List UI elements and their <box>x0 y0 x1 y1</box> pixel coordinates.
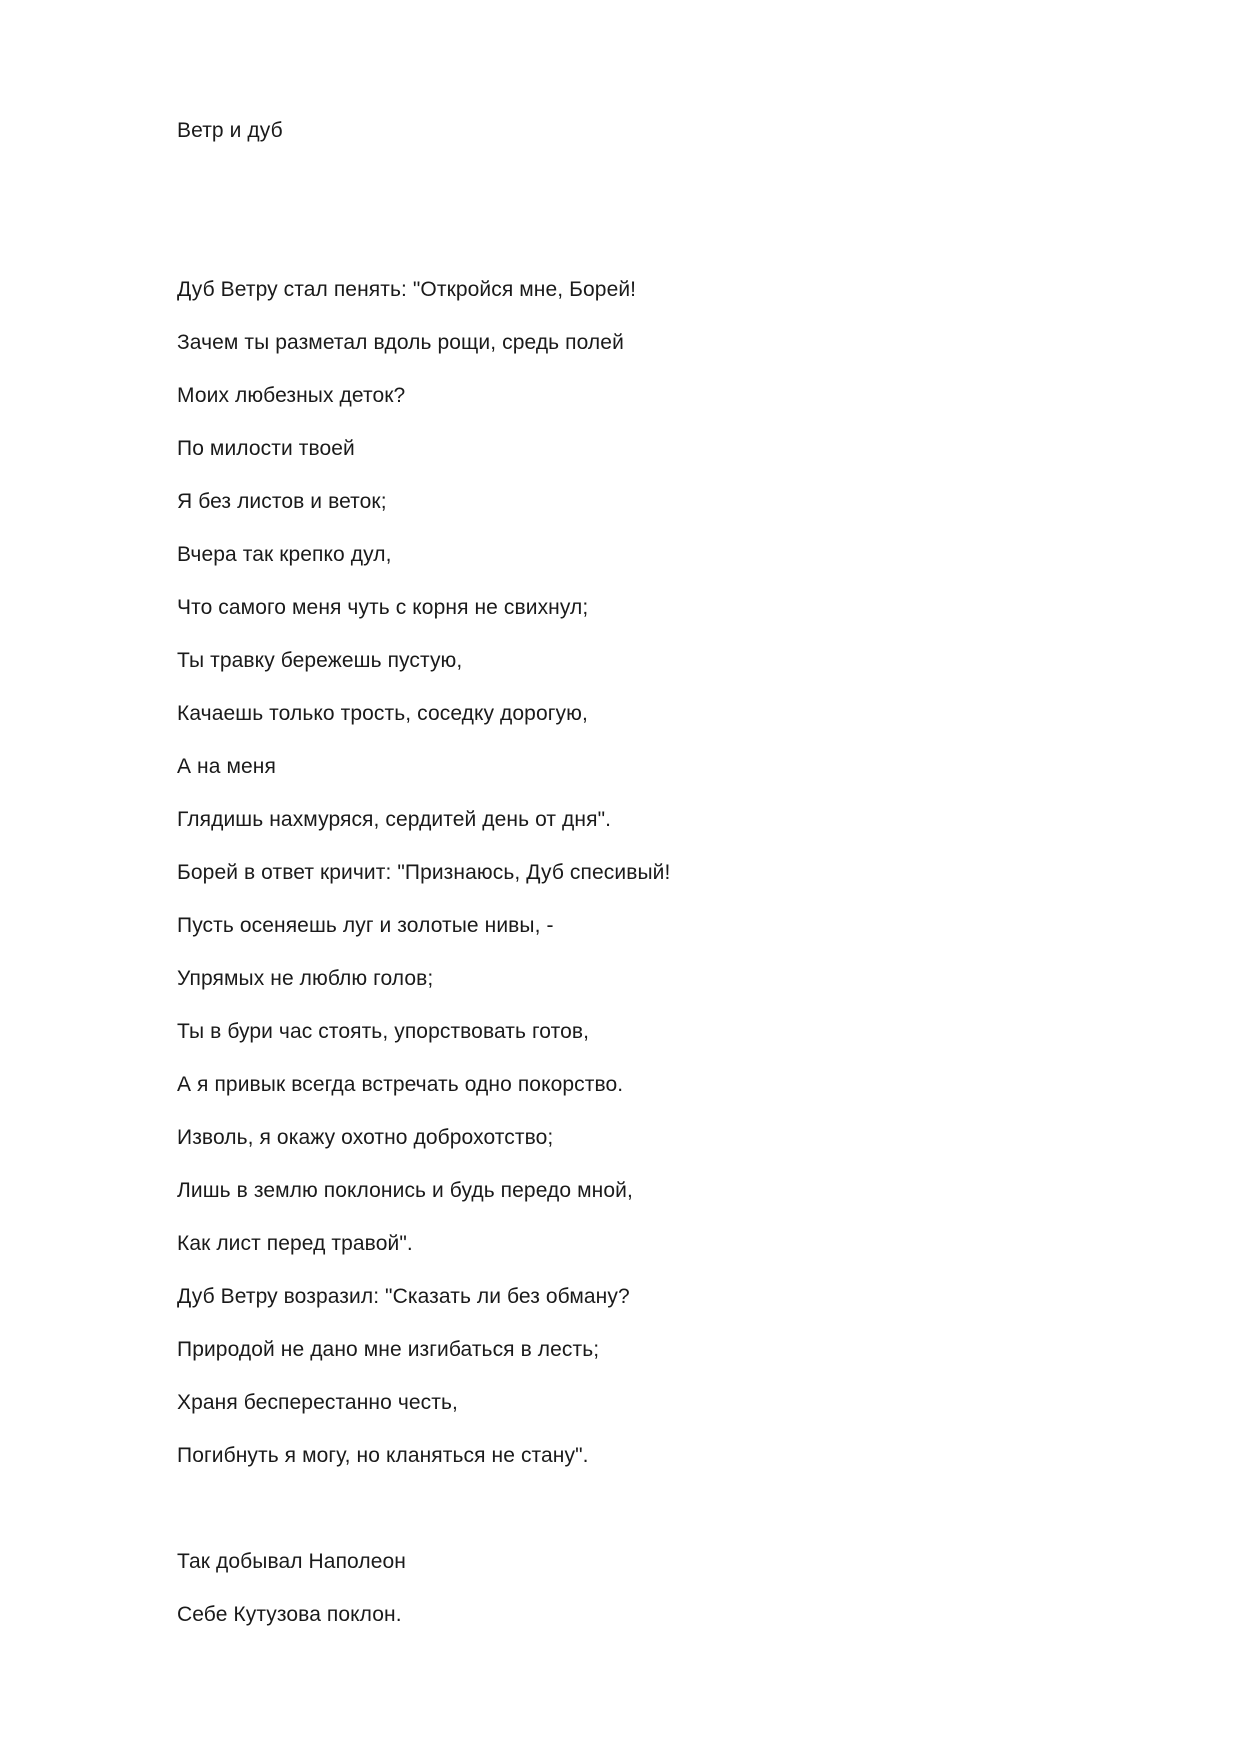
poem-line: Ты в бури час стоять, упорствовать готов, <box>177 1020 590 1043</box>
document-title: Ветр и дуб <box>177 119 283 142</box>
poem-line: Я без листов и веток; <box>177 490 387 513</box>
poem-line: Погибнуть я могу, но кланяться не стану". <box>177 1444 589 1467</box>
poem-line: Дуб Ветру возразил: "Сказать ли без обману? <box>177 1285 630 1308</box>
poem-line: Упрямых не люблю голов; <box>177 967 434 990</box>
poem-line: Дуб Ветру стал пенять: "Откройся мне, Борей! <box>177 278 637 301</box>
poem-line: Лишь в землю поклонись и будь передо мной, <box>177 1179 633 1202</box>
poem-line: Борей в ответ кричит: "Признаюсь, Дуб спесивый! <box>177 861 671 884</box>
poem-line: А на меня <box>177 755 276 778</box>
poem-line: Ты травку бережешь пустую, <box>177 649 463 672</box>
poem-line: Вчера так крепко дул, <box>177 543 392 566</box>
poem-line: По милости твоей <box>177 437 355 460</box>
poem-line: Как лист перед травой". <box>177 1232 413 1255</box>
poem-line: Качаешь только трость, соседку дорогую, <box>177 702 588 725</box>
poem-line: Глядишь нахмуряся, сердитей день от дня". <box>177 808 612 831</box>
moral-line: Так добывал Наполеон <box>177 1550 406 1573</box>
poem-line: Что самого меня чуть с корня не свихнул; <box>177 596 589 619</box>
poem-line: А я привык всегда встречать одно покорство. <box>177 1073 624 1096</box>
poem-line: Природой не дано мне изгибаться в лесть; <box>177 1338 600 1361</box>
poem-line: Храня бесперестанно честь, <box>177 1391 458 1414</box>
poem-line: Пусть осеняешь луг и золотые нивы, - <box>177 914 554 937</box>
moral-line: Себе Кутузова поклон. <box>177 1603 402 1626</box>
poem-line: Изволь, я окажу охотно доброхотство; <box>177 1126 554 1149</box>
poem-line: Моих любезных деток? <box>177 384 406 407</box>
poem-line: Зачем ты разметал вдоль рощи, средь полей <box>177 331 624 354</box>
